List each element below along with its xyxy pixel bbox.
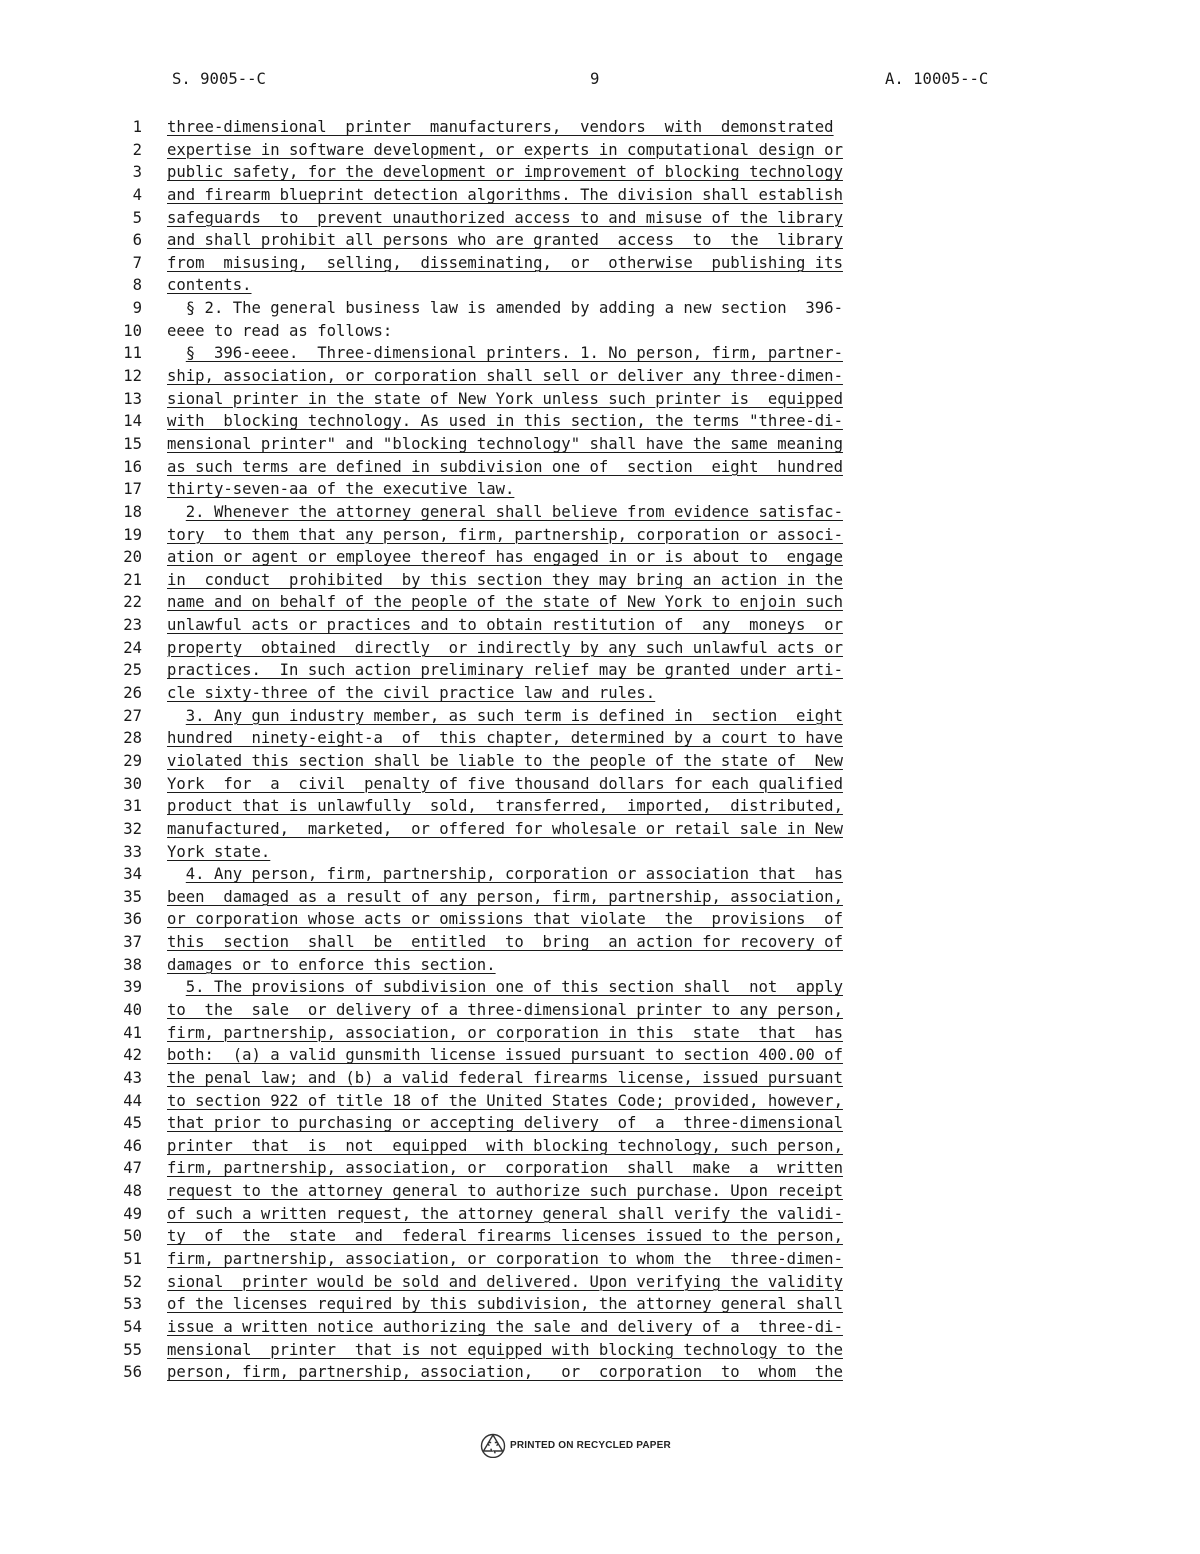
inserted-text: sional printer would be sold and delivered. Upon verifying the validity: [167, 1272, 843, 1291]
line-text: [167, 1316, 1015, 1339]
text-line: [0, 727, 1200, 750]
inserted-text: York state.: [167, 842, 271, 861]
text-line: [0, 863, 1200, 886]
inserted-text: thirty-seven-aa of the executive law.: [167, 480, 515, 499]
text-line: [0, 908, 1200, 931]
text-line: [0, 410, 1200, 433]
recycle-icon: [480, 1432, 506, 1458]
text-line: [0, 1135, 1200, 1158]
inserted-text: 4. Any person, firm, partnership, corporation or association that has: [185, 865, 843, 884]
page-number: 9: [590, 70, 600, 88]
inserted-text: that prior to purchasing or accepting delivery of a three-dimensional: [167, 1114, 843, 1133]
inserted-text: to section 922 of title 18 of the United States Code; provided, however,: [167, 1091, 843, 1110]
line-text: [167, 1022, 1015, 1045]
text-line: [0, 591, 1200, 614]
line-text: [167, 274, 1015, 297]
line-text: [167, 1180, 1015, 1203]
text-line: [0, 1293, 1200, 1316]
line-number: 13: [123, 389, 142, 408]
line-number: 25: [123, 661, 142, 680]
line-number: 47: [123, 1159, 142, 1178]
line-number: 40: [123, 1000, 142, 1019]
line-text: [167, 1044, 1015, 1067]
text-line: [0, 1271, 1200, 1294]
inserted-text: with blocking technology. As used in this section, the terms "three-di-: [167, 412, 843, 431]
line-text: [167, 546, 1015, 569]
inserted-text: contents.: [167, 276, 252, 295]
line-text: [167, 1293, 1015, 1316]
line-number: 22: [123, 593, 142, 612]
text-line: [0, 1361, 1200, 1384]
line-text: [167, 1067, 1015, 1090]
text-line: [0, 1112, 1200, 1135]
assembly-bill-number: A. 10005--C: [885, 70, 989, 88]
line-number: 11: [123, 344, 142, 363]
line-number: 55: [123, 1340, 142, 1359]
line-number: 33: [123, 842, 142, 861]
line-number: 6: [132, 231, 142, 250]
text-line: [0, 207, 1200, 230]
line-text: [167, 1225, 1015, 1248]
line-text: [167, 365, 1015, 388]
line-number: 23: [123, 616, 142, 635]
line-number: 17: [123, 480, 142, 499]
text-line: [0, 229, 1200, 252]
text-line: [0, 1225, 1200, 1248]
inserted-text: the penal law; and (b) a valid federal firearms license, issued pursuant: [167, 1068, 843, 1087]
inserted-text: ty of the state and federal firearms licenses issued to the person,: [167, 1227, 843, 1246]
line-text: [167, 184, 1015, 207]
line-text: [167, 1112, 1015, 1135]
inserted-text: property obtained directly or indirectly by any such unlawful acts or: [167, 638, 843, 657]
inserted-text: firm, partnership, association, or corporation in this state that has: [167, 1023, 843, 1042]
line-number: 50: [123, 1227, 142, 1246]
line-number: 4: [132, 185, 142, 204]
line-number: 36: [123, 910, 142, 929]
text-line: [0, 161, 1200, 184]
text-line: [0, 456, 1200, 479]
inserted-text: three-dimensional printer manufacturers, vendors with demonstrated: [167, 118, 834, 136]
inserted-text: this section shall be entitled to bring an action for recovery of: [167, 933, 843, 952]
inserted-text: damages or to enforce this section.: [167, 955, 496, 974]
inserted-text: 5. The provisions of subdivision one of this section shall not apply: [185, 978, 843, 997]
line-number: 9: [132, 299, 142, 318]
line-number: 37: [123, 933, 142, 952]
line-number: 35: [123, 887, 142, 906]
senate-bill-number: S. 9005--C: [172, 70, 266, 88]
text-line: [0, 184, 1200, 207]
line-text: [167, 229, 1015, 252]
text-line: [0, 931, 1200, 954]
inserted-text: mensional printer that is not equipped with blocking technology to the: [167, 1340, 843, 1359]
line-text: [167, 1339, 1015, 1362]
text-line: [0, 841, 1200, 864]
line-text: [167, 1203, 1015, 1226]
inserted-text: and shall prohibit all persons who are granted access to the library: [167, 231, 843, 250]
line-number: 52: [123, 1272, 142, 1291]
existing-text: [167, 978, 186, 996]
text-line: [0, 274, 1200, 297]
inserted-text: of the licenses required by this subdivision, the attorney general shall: [167, 1295, 843, 1314]
line-number: 42: [123, 1046, 142, 1065]
text-line: [0, 1203, 1200, 1226]
inserted-text: firm, partnership, association, or corporation shall make a written: [167, 1159, 843, 1178]
line-text: [167, 1248, 1015, 1271]
inserted-text: and firearm blueprint detection algorithms. The division shall establish: [167, 185, 843, 204]
line-number: 26: [123, 684, 142, 703]
existing-text: [167, 865, 186, 883]
line-number: 29: [123, 751, 142, 770]
inserted-text: York for a civil penalty of five thousand dollars for each qualified: [167, 774, 843, 793]
inserted-text: or corporation whose acts or omissions that violate the provisions of: [167, 910, 843, 929]
inserted-text: request to the attorney general to authorize such purchase. Upon receipt: [167, 1182, 843, 1201]
inserted-text: from misusing, selling, disseminating, or otherwise publishing its: [167, 253, 843, 272]
inserted-text: both: (a) a valid gunsmith license issued pursuant to section 400.00 of: [167, 1046, 843, 1065]
text-line: [0, 818, 1200, 841]
line-text: [167, 999, 1015, 1022]
line-text: [167, 954, 1015, 977]
line-text: [167, 614, 1015, 637]
text-line: [0, 954, 1200, 977]
line-text: [167, 886, 1015, 909]
inserted-text: of such a written request, the attorney general shall verify the validi-: [167, 1204, 843, 1223]
line-text: [167, 524, 1015, 547]
inserted-text: manufactured, marketed, or offered for wholesale or retail sale in New: [167, 819, 843, 838]
line-number: 30: [123, 774, 142, 793]
inserted-text: safeguards to prevent unauthorized access to and misuse of the library: [167, 208, 843, 227]
inserted-text: person, firm, partnership, association, or corporation to whom the: [167, 1363, 843, 1382]
line-number: 44: [123, 1091, 142, 1110]
line-text: [167, 501, 1015, 524]
text-line: [0, 886, 1200, 909]
line-number: 16: [123, 457, 142, 476]
footer-notice: PRINTED ON RECYCLED PAPER: [510, 1439, 671, 1451]
inserted-text: cle sixty-three of the civil practice law and rules.: [167, 684, 656, 703]
inserted-text: issue a written notice authorizing the sale and delivery of a three-di-: [167, 1317, 843, 1336]
text-line: [0, 433, 1200, 456]
text-line: [0, 682, 1200, 705]
line-text: [167, 637, 1015, 660]
line-number: 53: [123, 1295, 142, 1314]
line-number: 15: [123, 434, 142, 453]
line-text: [167, 908, 1015, 931]
text-line: [0, 1248, 1200, 1271]
line-number: 31: [123, 797, 142, 816]
text-line: [0, 795, 1200, 818]
line-text: [167, 976, 1015, 999]
line-text: [167, 795, 1015, 818]
inserted-text: to the sale or delivery of a three-dimensional printer to any person,: [167, 1000, 843, 1019]
line-number: 18: [123, 502, 142, 521]
line-text: [167, 841, 1015, 864]
inserted-text: in conduct prohibited by this section they may bring an action in the: [167, 570, 843, 589]
line-number: 54: [123, 1317, 142, 1336]
inserted-text: firm, partnership, association, or corporation to whom the three-dimen-: [167, 1250, 843, 1269]
text-line: [0, 365, 1200, 388]
line-text: [167, 863, 1015, 886]
inserted-text: § 396-eeee. Three-dimensional printers. 1. No person, firm, partner-: [185, 344, 843, 363]
text-line: [0, 1067, 1200, 1090]
text-line: [0, 976, 1200, 999]
existing-text: [167, 344, 186, 362]
line-text: [167, 433, 1015, 456]
text-line: [0, 478, 1200, 501]
existing-text: [167, 503, 186, 521]
text-line: [0, 705, 1200, 728]
line-text: [167, 478, 1015, 501]
line-number: 1: [132, 118, 142, 136]
inserted-text: public safety, for the development or improvement of blocking technology: [167, 163, 843, 182]
inserted-text: practices. In such action preliminary relief may be granted under arti-: [167, 661, 843, 680]
line-number: 3: [132, 163, 142, 182]
text-line: [0, 1316, 1200, 1339]
line-number: 39: [123, 978, 142, 997]
text-line: [0, 614, 1200, 637]
existing-text: eeee to read as follows:: [167, 321, 393, 340]
existing-text: § 2. The general business law is amended by adding a new section 396-: [167, 299, 843, 318]
line-number: 20: [123, 548, 142, 567]
line-number: 48: [123, 1182, 142, 1201]
line-text: [167, 410, 1015, 433]
text-line: [0, 999, 1200, 1022]
line-text: [167, 931, 1015, 954]
line-number: 56: [123, 1363, 142, 1382]
line-number: 12: [123, 367, 142, 386]
line-number: 43: [123, 1068, 142, 1087]
line-text: [167, 116, 1015, 139]
line-text: [167, 320, 1015, 343]
line-number: 49: [123, 1204, 142, 1223]
line-text: [167, 682, 1015, 705]
line-text: [167, 456, 1015, 479]
bill-text-body: [0, 116, 1200, 1384]
line-text: [167, 659, 1015, 682]
line-number: 45: [123, 1114, 142, 1133]
line-number: 14: [123, 412, 142, 431]
inserted-text: hundred ninety-eight-a of this chapter, determined by a court to have: [167, 729, 843, 748]
inserted-text: mensional printer" and "blocking technology" shall have the same meaning: [167, 434, 843, 453]
text-line: [0, 342, 1200, 365]
inserted-text: printer that is not equipped with blocking technology, such person,: [167, 1136, 843, 1155]
line-number: 28: [123, 729, 142, 748]
line-text: [167, 1135, 1015, 1158]
line-number: 38: [123, 955, 142, 974]
text-line: [0, 252, 1200, 275]
text-line: [0, 1044, 1200, 1067]
text-line: [0, 501, 1200, 524]
line-number: 41: [123, 1023, 142, 1042]
text-line: [0, 320, 1200, 343]
text-line: [0, 1090, 1200, 1113]
inserted-text: name and on behalf of the people of the state of New York to enjoin such: [167, 593, 843, 612]
line-text: [167, 591, 1015, 614]
text-line: [0, 1022, 1200, 1045]
text-line: [0, 773, 1200, 796]
line-number: 5: [132, 208, 142, 227]
inserted-text: ation or agent or employee thereof has engaged in or is about to engage: [167, 548, 843, 567]
line-text: [167, 1090, 1015, 1113]
text-line: [0, 659, 1200, 682]
line-text: [167, 818, 1015, 841]
line-text: [167, 569, 1015, 592]
line-text: [167, 207, 1015, 230]
existing-text: [167, 707, 186, 725]
line-number: 21: [123, 570, 142, 589]
line-text: [167, 1361, 1015, 1384]
line-text: [167, 161, 1015, 184]
inserted-text: violated this section shall be liable to the people of the state of New: [167, 751, 843, 770]
page-footer: [480, 1430, 671, 1460]
text-line: [0, 546, 1200, 569]
text-line: [0, 750, 1200, 773]
inserted-text: tory to them that any person, firm, partnership, corporation or associ-: [167, 525, 843, 544]
page-header: [0, 70, 1200, 96]
inserted-text: sional printer in the state of New York unless such printer is equipped: [167, 389, 843, 408]
text-line: [0, 1339, 1200, 1362]
line-number: 51: [123, 1250, 142, 1269]
text-line: [0, 524, 1200, 547]
line-text: [167, 388, 1015, 411]
inserted-text: expertise in software development, or experts in computational design or: [167, 140, 843, 159]
inserted-text: 2. Whenever the attorney general shall believe from evidence satisfac-: [185, 502, 843, 521]
line-number: 2: [132, 140, 142, 159]
line-number: 46: [123, 1136, 142, 1155]
text-line: [0, 116, 1200, 139]
inserted-text: been damaged as a result of any person, firm, partnership, association,: [167, 887, 843, 906]
line-text: [167, 297, 1015, 320]
text-line: [0, 297, 1200, 320]
line-text: [167, 252, 1015, 275]
text-line: [0, 139, 1200, 162]
text-line: [0, 569, 1200, 592]
inserted-text: unlawful acts or practices and to obtain restitution of any moneys or: [167, 616, 843, 635]
inserted-text: ship, association, or corporation shall sell or deliver any three-dimen-: [167, 367, 843, 386]
text-line: [0, 388, 1200, 411]
line-text: [167, 1271, 1015, 1294]
line-number: 8: [132, 276, 142, 295]
line-number: 7: [132, 253, 142, 272]
line-text: [167, 139, 1015, 162]
line-text: [167, 727, 1015, 750]
line-text: [167, 750, 1015, 773]
line-number: 32: [123, 819, 142, 838]
inserted-text: product that is unlawfully sold, transferred, imported, distributed,: [167, 797, 843, 816]
line-number: 24: [123, 638, 142, 657]
line-text: [167, 1157, 1015, 1180]
line-text: [167, 773, 1015, 796]
line-number: 34: [123, 865, 142, 884]
text-line: [0, 1157, 1200, 1180]
inserted-text: 3. Any gun industry member, as such term is defined in section eight: [185, 706, 843, 725]
text-line: [0, 637, 1200, 660]
inserted-text: as such terms are defined in subdivision one of section eight hundred: [167, 457, 843, 476]
line-number: 10: [123, 321, 142, 340]
line-number: 19: [123, 525, 142, 544]
text-line: [0, 1180, 1200, 1203]
line-text: [167, 705, 1015, 728]
line-text: [167, 342, 1015, 365]
line-number: 27: [123, 706, 142, 725]
